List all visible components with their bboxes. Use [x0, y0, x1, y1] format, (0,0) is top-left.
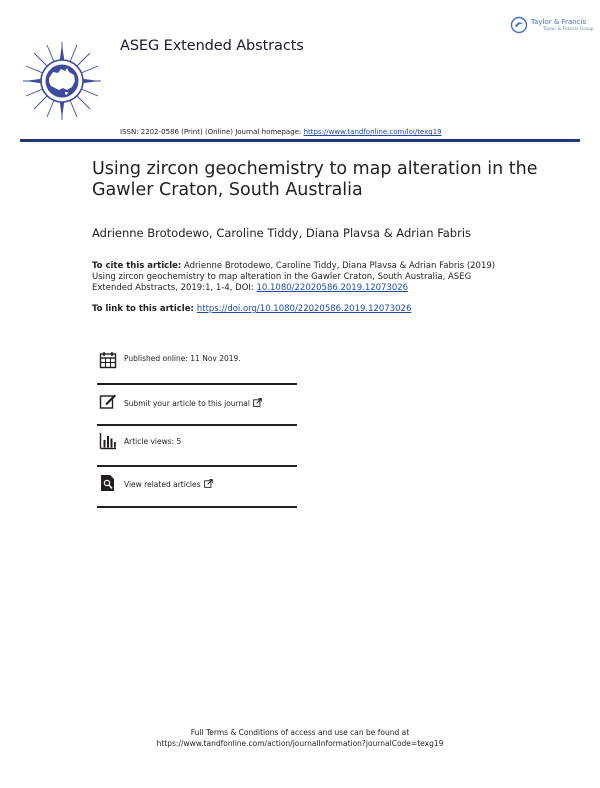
header-rule [20, 139, 580, 142]
journal-name: ASEG Extended Abstracts [120, 38, 304, 54]
edit-icon [99, 392, 117, 410]
article-link-line [92, 304, 411, 314]
publisher-logo-subtext: Taylor & Francis Group [543, 27, 594, 32]
submit-article-link[interactable] [124, 398, 262, 408]
issn-text: ISSN: 2202-0586 (Print) (Online) Journal homepage: [120, 128, 304, 136]
issn-line [120, 128, 442, 136]
cite-text: Adrienne Brotodewo, Caroline Tiddy, Diana Plavsa & Adrian Fabris (2019) Using zircon geochemistry to map alteration in the Gawler Craton, South Australia, ASEG Extended Abstracts, 2019:1, 1-4, DOI: [92, 261, 496, 294]
published-date: Published online: 11 Nov 2019. [124, 354, 241, 363]
cite-label: To cite this article: [92, 261, 182, 271]
external-link-icon [204, 479, 213, 488]
external-link-icon [253, 398, 262, 407]
search-document-icon [99, 474, 117, 492]
published-row [97, 351, 297, 391]
footer-terms: Full Terms & Conditions of access and use can be found at [190, 728, 410, 737]
related-articles-label: View related articles [124, 480, 201, 489]
article-views: Article views: 5 [124, 437, 182, 446]
article-title: Using zircon geochemistry to map alteration in the Gawler Craton, South Australia [92, 159, 538, 200]
related-articles-link[interactable] [124, 479, 213, 489]
calendar-icon [99, 351, 117, 369]
related-row[interactable] [97, 474, 297, 514]
info-divider [97, 506, 297, 508]
info-divider [97, 424, 297, 426]
citation-block [92, 261, 512, 295]
footer [0, 727, 600, 749]
article-authors: Adrienne Brotodewo, Caroline Tiddy, Diana Plavsa & Adrian Fabris [92, 226, 472, 240]
journal-homepage-link[interactable]: https://www.tandfonline.com/loi/texg19 [303, 128, 442, 136]
article-doi-link[interactable]: https://doi.org/10.1080/22020586.2019.12073026 [196, 304, 412, 314]
aseg-logo [22, 41, 102, 121]
footer-url[interactable]: https://www.tandfonline.com/action/journalInformation?journalCode=texg19 [156, 739, 444, 748]
submit-article-label: Submit your article to this journal [124, 399, 250, 408]
bar-chart-icon [99, 432, 117, 450]
publisher-logo-text: Taylor & Francis [531, 18, 587, 26]
taylor-francis-logo [510, 14, 592, 42]
cite-doi-link[interactable]: 10.1080/22020586.2019.12073026 [256, 283, 409, 294]
info-divider [97, 465, 297, 467]
submit-row[interactable] [97, 392, 297, 432]
publisher-logo-icon [510, 16, 528, 34]
info-divider [97, 383, 297, 385]
link-label: To link to this article: [92, 304, 197, 314]
